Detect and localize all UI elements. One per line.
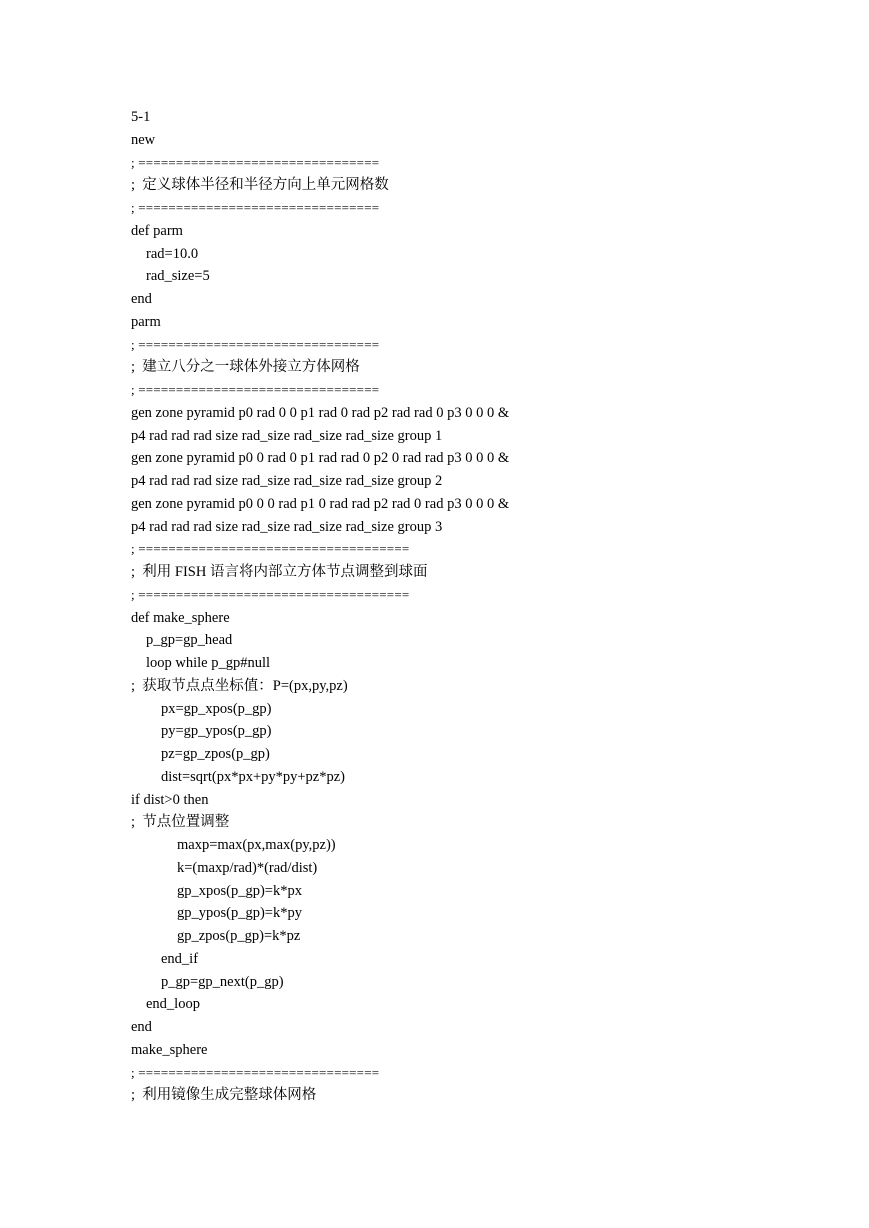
separator-line: ; ================================ bbox=[131, 200, 380, 215]
code-line: end bbox=[131, 291, 152, 307]
code-line: def parm bbox=[131, 222, 183, 239]
code-line: gen zone pyramid p0 rad 0 0 p1 rad 0 rad p2 rad rad 0 p3 0 0 0 & bbox=[131, 404, 510, 421]
separator-line: ; ================================ bbox=[131, 154, 380, 170]
code-line: rad_size=5 bbox=[146, 268, 210, 285]
code-line: k=(maxp/rad)*(rad/dist) bbox=[177, 859, 318, 876]
code-line: gp_xpos(p_gp)=k*px bbox=[177, 882, 302, 899]
code-line: maxp=max(px,max(py,pz)) bbox=[177, 837, 336, 853]
fish-code-listing bbox=[131, 106, 831, 1107]
separator-line: ; ================================ bbox=[131, 336, 380, 352]
code-line: py=gp_ypos(p_gp) bbox=[161, 723, 272, 740]
code-line: new bbox=[131, 131, 156, 148]
code-line: ; 节点位置调整 bbox=[131, 814, 230, 831]
code-line: gen zone pyramid p0 0 0 rad p1 0 rad rad p2 rad 0 rad p3 0 0 0 & bbox=[131, 495, 510, 512]
code-line: gp_zpos(p_gp)=k*pz bbox=[177, 928, 301, 944]
code-line: ; 利用 FISH 语言将内部立方体节点调整到球面 bbox=[131, 564, 428, 580]
code-line: 5-1 bbox=[131, 109, 151, 125]
code-line: ; 建立八分之一球体外接立方体网格 bbox=[131, 359, 360, 376]
code-line: p4 rad rad rad size rad_size rad_size rad_size group 1 bbox=[131, 427, 443, 444]
code-line: gen zone pyramid p0 0 rad 0 p1 rad rad 0 p2 0 rad rad p3 0 0 0 & bbox=[131, 450, 510, 467]
separator-line: ; ==================================== bbox=[131, 541, 410, 557]
code-line: p_gp=gp_next(p_gp) bbox=[161, 973, 284, 990]
separator-line: ; ==================================== bbox=[131, 586, 410, 602]
code-line: end_if bbox=[161, 950, 199, 967]
code-line: p4 rad rad rad size rad_size rad_size rad_size group 2 bbox=[131, 473, 443, 489]
code-line: ; 利用镜像生成完整球体网格 bbox=[131, 1087, 317, 1104]
code-line: def make_sphere bbox=[131, 609, 230, 626]
code-line: px=gp_xpos(p_gp) bbox=[161, 700, 272, 717]
code-line: rad=10.0 bbox=[146, 245, 199, 262]
code-line: parm bbox=[131, 313, 161, 330]
code-line: p_gp=gp_head bbox=[146, 632, 233, 649]
code-line: loop while p_gp#null bbox=[146, 655, 271, 671]
separator-line: ; ================================ bbox=[131, 382, 380, 397]
code-line: make_sphere bbox=[131, 1041, 208, 1058]
code-line: ; 获取节点点坐标值：P=(px,py,pz) bbox=[131, 677, 348, 694]
code-line: ; 定义球体半径和半径方向上单元网格数 bbox=[131, 177, 389, 194]
separator-line: ; ================================ bbox=[131, 1064, 380, 1080]
code-line: pz=gp_zpos(p_gp) bbox=[161, 746, 270, 762]
code-line: end bbox=[131, 1019, 152, 1035]
code-line: if dist>0 then bbox=[131, 791, 209, 808]
code-line: end_loop bbox=[146, 996, 200, 1013]
code-line: dist=sqrt(px*px+py*py+pz*pz) bbox=[161, 768, 346, 785]
code-line: p4 rad rad rad size rad_size rad_size rad_size group 3 bbox=[131, 518, 443, 535]
code-line: gp_ypos(p_gp)=k*py bbox=[177, 905, 302, 922]
